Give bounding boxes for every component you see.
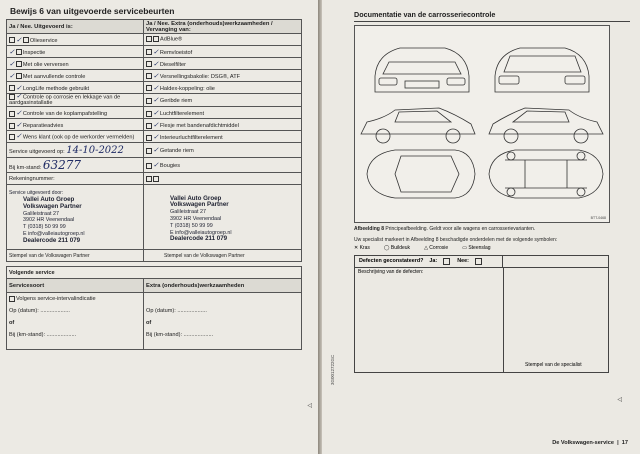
table-row: ✓Reparatieadvies ✓Flesje met bandenafdichtmiddel [7,119,302,131]
stamp-email: E info@valleiautogroep.nl [23,231,85,238]
stamp-dealer: Dealercode 211 079 [170,235,228,243]
nee-label: Nee: [457,258,469,264]
table-row: ✓Wens klant (ook op de werkorder vermelden) ✓Interieurluchtfilterelement [7,131,302,143]
page-footer: De Volkswagen-service | 17 [552,440,628,446]
stamp-street: Galileistraat 27 [23,210,59,217]
left-page [0,0,318,454]
stamp-dealer: Dealercode 211 079 [23,236,81,244]
row-b: Bougies [159,163,181,170]
interval-label: Volgens service-intervalindicatie [16,296,96,303]
stamp-email: E info@valleiautogroep.nl [170,229,232,236]
table-row: ✓ Inspectie ✓Remvloeistof [7,46,302,58]
table-row: ✓ Met aanvullende controle ✓Versnellingsbakolie: DSG®, ATF [7,70,302,82]
arrow-icon: ◁ [307,403,312,409]
legend-item-dent: ◯ Buildeuk [383,245,411,251]
row-b: AdBlue® [160,36,183,43]
row-b: Interieurluchtfilterelement [159,134,223,141]
figure-code: BTT-0468 [590,216,606,220]
row-a: Inspectie [22,49,46,56]
specialist-stamp-label: Stempel van de specialist [525,362,582,368]
col-header-extra: Extra (onderhouds)werkzaamheden [144,279,302,293]
table-row: ✓ Olieservice AdBlue® [7,34,302,46]
row-a: Controle op corrosie en lekkage van de aardgasinstallatie [9,94,121,107]
arrow-icon: ◁ [617,397,622,403]
defects-box [354,255,609,373]
legend-item-stone: ▭ Steenslag [462,245,491,251]
row-b: Dieselfilter [159,61,186,68]
stamp-city: 3902 HR Veenendaal [170,216,222,223]
row-b: Geribde riem [159,98,193,105]
figure-caption: Afbeelding 8 Principeafbeelding. Geldt voor alle wagens en carrosserievarianten. [354,226,536,232]
ja-label: Ja: [429,258,438,264]
row-a: Bij km-stand: [9,165,42,172]
stamp-sub: Volkswagen Partner [23,202,82,210]
table-row: ✓Controle op corrosie en lekkage van de aardgasinstallatie ✓Geribde riem [7,94,302,107]
legend [354,245,630,251]
row-b: Versnellingsbakolie: DSG®, ATF [159,73,241,80]
table-row: ✓Controle van de koplampafstelling ✓Luchtfilterelement [7,107,302,119]
service-table [6,19,302,262]
legend-intro: Uw specialist markeert in Afbeelding 8 beschadigde onderdelen met de volgende symbolen: [354,237,558,243]
stamp-tel: T (0318) 50 99 99 [170,222,213,229]
right-page [322,0,640,454]
stamp-street: Galileistraat 27 [170,209,206,216]
car-outline-icon [355,26,609,222]
of-label: of [9,320,15,327]
page-title: Bewijs 6 van uitgevoerde servicebeurten [10,6,175,16]
service-date: 14-10-2022 [66,144,124,156]
side-code: 3G0012722GC [330,354,335,385]
row-b: Getande riem [159,148,194,155]
stamp-name: Vallei Auto Groep [23,196,75,204]
table-row [7,173,302,185]
row-a: Reparatieadvies [22,122,64,129]
row-a: LongLife methode gebruikt [22,85,90,92]
row-a: Met aanvullende controle [22,73,86,80]
op-label: Op (datum): [9,308,39,315]
next-service-table: Volgende service Servicesoort Extra (onderhouds)werkzaamheden Volgens service-intervalindicatie Op (datum): ................... of Bij (km-stand): ................... Op (datum): ................... of Bij (km-stand): ................... [6,266,302,350]
stamp-label: Stempel van de Volkswagen Partner [7,250,144,262]
stamp-tel: T (0318) 50 99 99 [23,224,66,231]
op-label: Op (datum): [146,308,176,315]
row-a: Controle van de koplampafstelling [22,110,108,117]
stamp-label: Stempel van de Volkswagen Partner [144,250,302,262]
km-value: 63277 [42,158,82,173]
row-a: Wens klant (ook op de werkorder vermelden) [22,134,135,141]
legend-item-scratch: ✕ Kras [354,245,370,251]
doc-title: Documentatie van de carrosseriecontrole [354,10,630,22]
car-figure [354,25,610,223]
col-header-done: Ja / Nee. Uitgevoerd is: [7,20,144,34]
service-by-label: Service uitgevoerd door: [9,190,64,197]
legend-item-corrosion: △ Corrosie [424,245,449,251]
row-a: Met olie verversen [22,61,69,68]
table-row: ✓ Met olie verversen ✓Dieselfilter [7,58,302,70]
row-b: Haldex-koppeling: olie [159,85,215,92]
km-label: Bij (km-stand): [9,332,46,339]
table-row: Bij km-stand: 63277 ✓Bougies [7,158,302,173]
stamp-row [7,185,302,250]
next-service-title: Volgende service [7,267,302,279]
stamp-city: 3902 HR Veenendaal [23,217,75,224]
km-label: Bij (km-stand): [146,332,183,339]
stamp-name: Vallei Auto Groep [170,194,222,202]
row-a: Rekeningnummer: [9,175,55,182]
table-row: ✓LongLife methode gebruikt ✓Haldex-koppeling: olie [7,82,302,94]
description-label: Beschrijving van de defecten: [358,269,424,275]
table-row: Service uitgevoerd op: 14-10-2022 ✓Getande riem [7,143,302,158]
row-b: Remvloeistof [159,49,193,56]
row-b: Luchtfilterelement [159,110,205,117]
of-label: of [146,320,152,327]
row-a: Service uitgevoerd op: [9,148,65,155]
ja-checkbox[interactable] [443,258,450,265]
col-header-type: Servicesoort [7,279,144,293]
stamp-sub: Volkswagen Partner [170,201,229,209]
row-b: Flesje met bandenafdichtmiddel [159,122,239,129]
nee-checkbox[interactable] [475,258,482,265]
row-a: Olieservice [29,37,58,44]
defects-label: Defecten geconstateerd? [359,258,424,264]
col-header-extra: Ja / Nee. Extra (onderhouds)werkzaamheden / Vervanging van: [144,20,302,34]
